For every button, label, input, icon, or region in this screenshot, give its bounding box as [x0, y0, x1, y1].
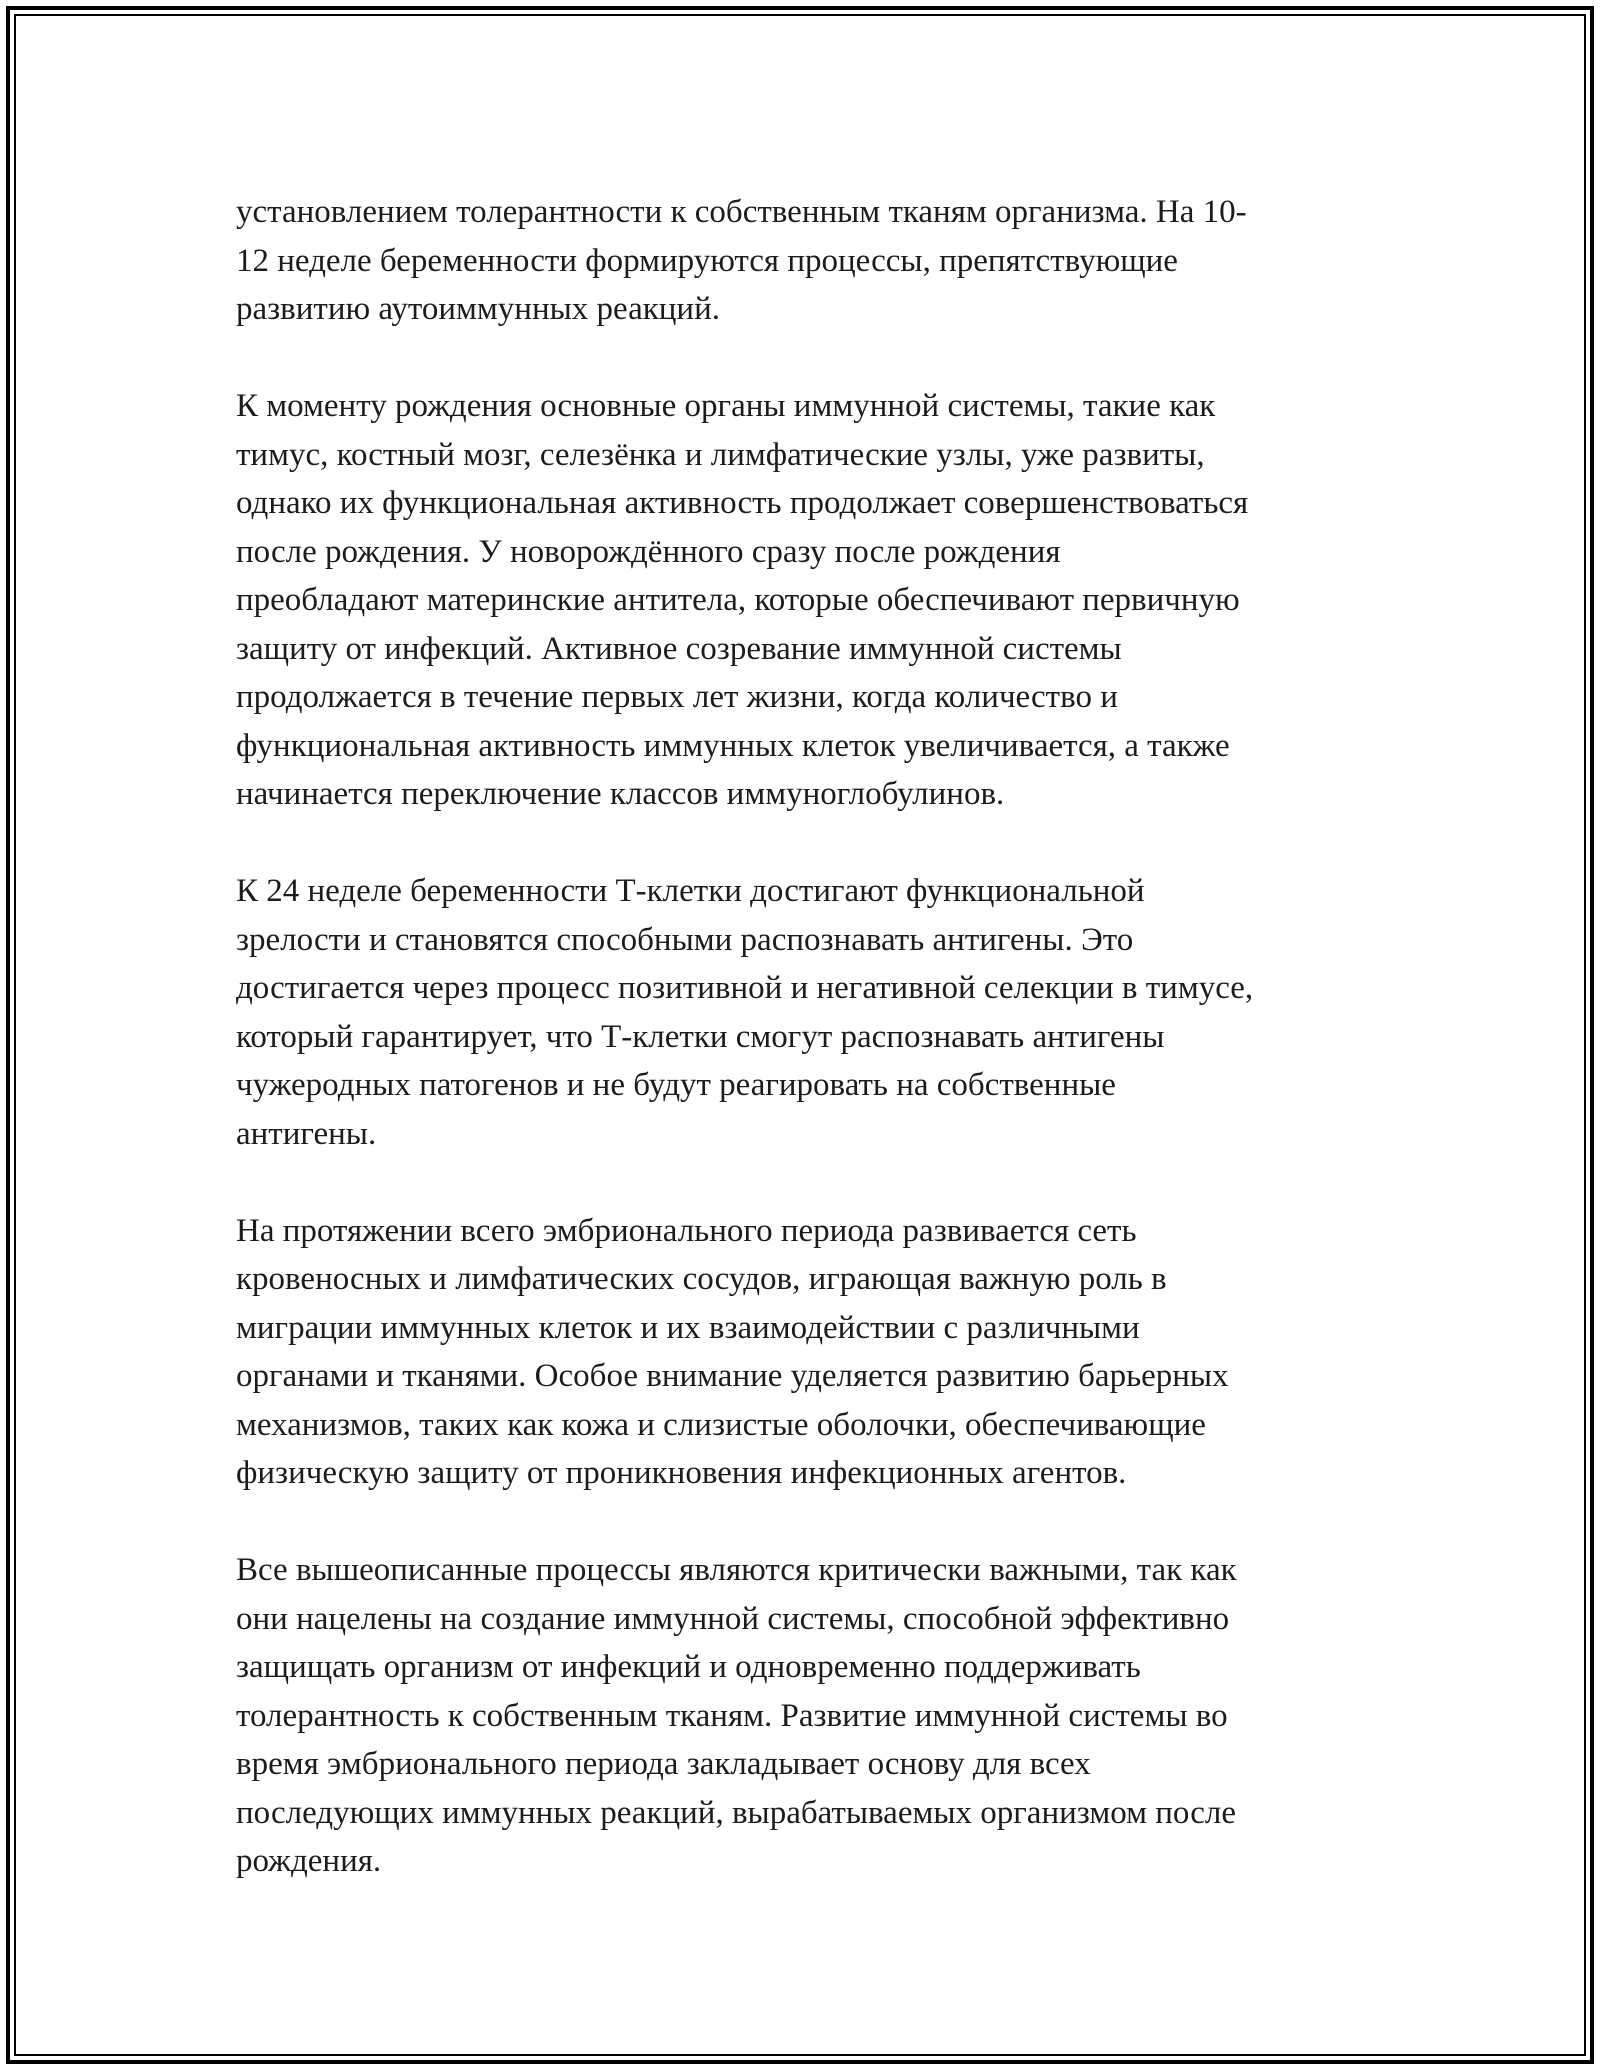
text-line: кровеносных и лимфатических сосудов, играющая важную роль в [236, 1261, 1167, 1297]
text-line: они нацелены на создание иммунной системы, способной эффективно [236, 1600, 1230, 1637]
text-line: защиту от инфекций. Активное созревание иммунной системы [236, 630, 1122, 667]
text-line: преобладают материнские антитела, которые обеспечивают первичную [236, 582, 1240, 618]
document-body [236, 188, 1376, 1886]
text-line: начинается переключение классов иммуноглобулинов. [236, 776, 1005, 812]
text-line: защищать организм от инфекций и одновременно поддерживать [236, 1649, 1141, 1685]
text-line: На протяжении всего эмбрионального периода развивается сеть [236, 1212, 1137, 1249]
text-line: толерантность к собственным тканям. Развитие иммунной системы во [236, 1697, 1228, 1734]
text-line: органами и тканями. Особое внимание уделяется развитию барьерных [236, 1358, 1229, 1394]
paragraph-5 [236, 1546, 1376, 1886]
text-line: который гарантирует, что Т-клетки смогут распознавать антигены [236, 1018, 1165, 1055]
text-line: К моменту рождения основные органы иммунной системы, такие как [236, 388, 1216, 424]
text-line: физическую защиту от проникновения инфекционных агентов. [236, 1455, 1127, 1491]
paragraph-3 [236, 867, 1376, 1158]
text-line: установлением толерантности к собственным тканям организма. На 10- [236, 194, 1247, 230]
text-line: зрелости и становятся способными распознавать антигены. Это [236, 921, 1134, 958]
text-line: антигены. [236, 1115, 377, 1152]
text-line: рождения. [236, 1843, 382, 1879]
text-line: 12 неделе беременности формируются процессы, препятствующие [236, 242, 1178, 279]
text-line: механизмов, таких как кожа и слизистые оболочки, обеспечивающие [236, 1406, 1206, 1443]
text-line: чужеродных патогенов и не будут реагировать на собственные [236, 1067, 1116, 1103]
paragraph-1 [236, 188, 1376, 334]
text-line: достигается через процесс позитивной и негативной селекции в тимусе, [236, 970, 1254, 1006]
text-line: продолжается в течение первых лет жизни, когда количество и [236, 679, 1118, 715]
text-line: миграции иммунных клеток и их взаимодействии с различными [236, 1309, 1140, 1346]
paragraph-4 [236, 1207, 1376, 1498]
paragraph-2 [236, 382, 1376, 819]
text-line: последующих иммунных реакций, вырабатываемых организмом после [236, 1794, 1236, 1831]
text-line: развитию аутоиммунных реакций. [236, 291, 720, 327]
text-line: после рождения. У новорождённого сразу после рождения [236, 533, 1061, 570]
text-line: Все вышеописанные процессы являются критически важными, так как [236, 1552, 1237, 1588]
text-line: функциональная активность иммунных клеток увеличивается, а также [236, 727, 1230, 764]
text-line: К 24 неделе беременности Т-клетки достигают функциональной [236, 873, 1145, 909]
text-line: тимус, костный мозг, селезёнка и лимфатические узлы, уже развиты, [236, 436, 1205, 473]
text-line: время эмбрионального периода закладывает основу для всех [236, 1746, 1091, 1782]
text-line: однако их функциональная активность продолжает совершенствоваться [236, 485, 1249, 521]
